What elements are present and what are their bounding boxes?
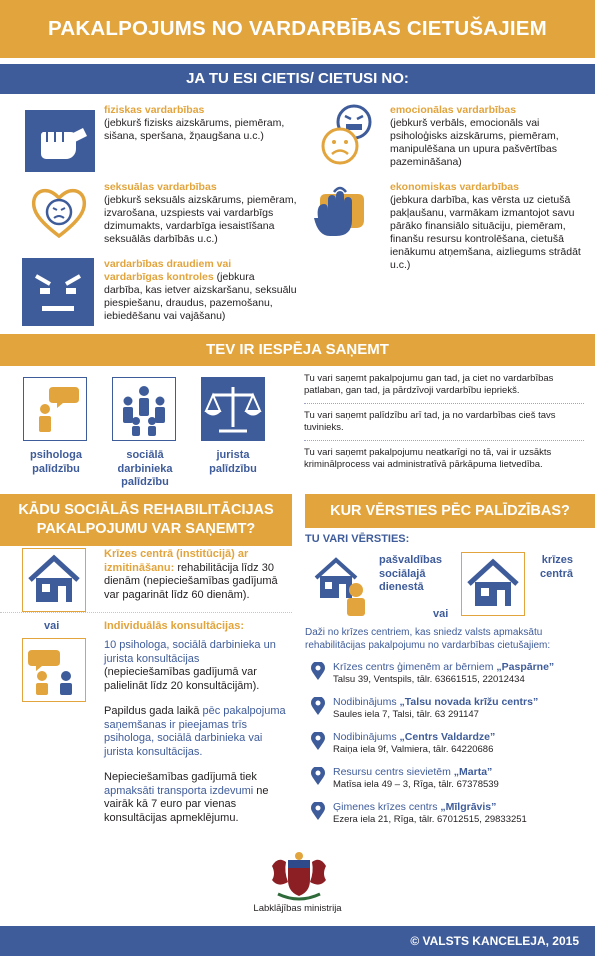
scales-icon [201,377,265,441]
crisis-center-block [104,548,286,602]
consultation-icon [22,638,86,702]
note-1: Tu vari saņemt pakalpojumu gan tad, ja ciet no vardarbības patlaban, gan tad, ja pārdzīvoji vardarbību iepriekš. [304,373,554,396]
center-type: Ģimenes krīzes centrs [333,801,441,813]
centers-intro: Daži no krīzes centriem, kas sniedz valsts apmaksātu rehabilitācijas pakalpojumu no vardarbības cietušajiem: [305,627,551,651]
option-crisis-center-line2: centrā [539,567,573,580]
center-title [333,766,591,779]
or-text-left: vai [44,620,60,632]
center-name: „Mīlgrāvis” [440,801,497,813]
center-name: „Talsu novada krīžu centrs” [399,696,539,708]
emotional-violence-desc: (jebkurš verbāls, emocionāls vai psiholoģisks aizskārums, piemēram, manipulēšana un upura pašvērtības pazemināšana) [390,117,559,168]
transport-block [104,771,290,825]
center-name: „Centrs Valdardze” [399,731,496,743]
page-title: PAKALPOJUMS NO VARDARBĪBAS CIETUŠAJIEM [0,0,595,58]
economic-violence-block [390,181,590,272]
option-psychologist-line2: palīdzību [32,462,80,475]
threats-violence-desc: darbība, kas ietver aizskaršanu, seksuālu piespiešanu, draudus, pazemošanu, iebiedēšanu vai vajāšanu) [104,284,297,322]
option-social-service-line3: dienestā [379,581,424,593]
transport-post: ne vairāk kā 7 euro par vienas konsultācijas apmeklējumu. [104,784,269,824]
location-pin-icon [311,767,325,785]
center-item [333,661,591,686]
sexual-violence-title: seksuālas vardarbības [104,181,217,193]
physical-violence-desc: (jebkurš fizisks aizskārums, piemēram, sišana, speršana, žņaugšana u.c.) [104,117,285,142]
heart-face-icon [30,184,88,238]
location-pin-icon [311,697,325,715]
center-type: Resursu centrs sievietēm [333,766,454,778]
section-header-rehabilitation [0,494,292,546]
option-psychologist [20,449,92,476]
option-crisis-center-line1: krīzes [541,554,573,566]
section-header-victim-of: JA TU ESI CIETIS/ CIETUSI NO: [0,64,595,94]
individual-title [104,620,244,632]
section-header-rehabilitation-line2: PAKALPOJUMU VAR SAŅEMT? [36,521,256,537]
crisis-center-desc: rehabilitācija līdz 30 dienām (nepieciešamības gadījumā var pagarināt līdz 60 dienām). [104,561,278,601]
angry-sad-faces-icon [318,104,380,168]
option-lawyer-line2: palīdzību [209,462,257,475]
location-pin-icon [311,802,325,820]
transport-highlight: apmaksāti transporta izdevumi [104,784,254,797]
center-item [333,696,591,721]
angry-face-icon [22,258,94,326]
wallet-hand-icon [312,184,378,244]
note-3: Tu vari saņemt pakalpojumu neatkarīgi no tā, vai ir uzsākts kriminālprocess vai administratīvā pārkāpuma lietvedība. [304,447,552,470]
transport-pre: Nepieciešamības gadījumā tiek [104,771,257,783]
note-divider-1 [304,403,584,404]
note-2: Tu vari saņemt palīdzību arī tad, ja no vardarbības cieš tavs tuvinieks. [304,410,556,433]
center-title [333,801,591,814]
social-service-icon [312,552,376,616]
location-pin-icon [311,662,325,680]
center-address: Raiņa iela 9f, Valmiera, tālr. 64220686 [333,744,494,755]
individual-highlight: 10 psihologa, sociālā darbinieka un jurista konsultācijas [104,639,276,665]
you-can-apply-subheader: TU VARI VĒRSTIES: [305,533,410,545]
center-type: Krīzes centrs ģimenēm ar bērniem [333,661,497,673]
section-header-rehabilitation-line1: KĀDU SOCIĀLĀS REHABILITĀCIJAS [18,502,274,518]
center-address: Matīsa iela 49 – 3, Rīga, tālr. 67378539 [333,779,499,790]
center-item [333,766,591,791]
crisis-center-house-icon [461,552,525,616]
sexual-violence-desc: (jebkurš seksuāls aizskārums, piemēram, izvarošana, uzspiests vai vardarbīgs dzimumakts, vardarbīga iesaistīšana seksuālās darbībās u.c.) [104,194,297,245]
option-crisis-center [531,554,573,581]
center-name: „Paspārne” [496,661,555,673]
crisis-center-title: Krīzes centrā (institūcijā) ar izmitināšanu: [104,548,249,574]
extra-block [104,705,290,759]
option-social-service [379,554,442,595]
option-psychologist-line1: psihologa [30,449,82,461]
center-type: Nodibinājums [333,696,400,708]
center-item [333,731,591,756]
social-worker-icon [112,377,176,441]
option-social-service-line1: pašvaldības [379,554,442,566]
threats-violence-block [104,258,300,323]
center-address: Talsu 39, Ventspils, tālr. 63661515, 22012434 [333,674,525,685]
coat-of-arms-icon [264,848,334,904]
emotional-violence-title: emocionālas vardarbības [390,104,517,116]
individual-block [104,639,290,693]
option-lawyer-line1: jurista [216,449,250,461]
location-pin-icon [311,732,325,750]
rehab-divider [0,612,292,613]
center-title [333,661,591,674]
section-header-opportunity: TEV IR IESPĒJA SAŅEMT [0,334,595,366]
psychologist-icon [23,377,87,441]
center-name: „Marta” [453,766,493,778]
note-divider-2 [304,440,584,441]
individual-title-text: Individuālās konsultācijas: [104,620,244,632]
individual-desc: (nepieciešamības gadījumā var palielināt līdz 20 konsultācijām). [104,666,260,692]
physical-violence-block [104,104,294,143]
option-social-service-line2: sociālajā [379,567,426,580]
center-address: Saules iela 7, Talsi, tālr. 63 291147 [333,709,479,720]
sexual-violence-block [104,181,300,246]
threats-violence-title-line2: vardarbīgas kontroles [104,271,214,283]
economic-violence-title: ekonomiskas vardarbības [390,181,519,193]
economic-violence-desc: (jebkura darbība, kas vērsta uz cietušā pakļaušanu, varmākam izmantojot savu pārāko finansiālo situāciju, piemēram, finanšu resursu kontrolēšana, cietušā ienākumu atņemšana, aizliegums strādāt u.c.) [390,194,581,271]
center-title [333,696,591,709]
option-social-worker [104,449,186,490]
fist-icon [25,110,95,172]
emotional-violence-block [390,104,590,169]
option-social-worker-line2: darbinieka [117,462,173,475]
extra-highlight: pēc pakalpojuma saņemšanas ir pieejamas trīs psihologa, sociālā darbinieka vai jurista konsultācijas. [104,705,286,758]
option-lawyer [196,449,270,476]
extra-pre: Papildus gada laikā [104,705,203,717]
ministry-name: Labklājības ministrija [253,903,342,914]
footer-copyright: © VALSTS KANCELEJA, 2015 [0,926,595,956]
center-item [333,801,591,826]
center-title [333,731,591,744]
option-social-worker-line1: sociālā [126,449,164,461]
center-type: Nodibinājums [333,731,400,743]
threats-violence-title-line1: vardarbības draudiem vai [104,258,232,270]
or-text-right: vai [433,608,449,620]
house-icon [22,548,86,612]
threats-violence-desc-inline: (jebkura [213,271,255,283]
option-social-worker-line3: palīdzību [121,476,169,488]
physical-violence-title: fiziskas vardarbības [104,104,205,116]
center-address: Ezera iela 21, Rīga, tālr. 67012515, 29833251 [333,814,527,825]
section-header-where: KUR VĒRSTIES PĒC PALĪDZĪBAS? [305,494,595,528]
